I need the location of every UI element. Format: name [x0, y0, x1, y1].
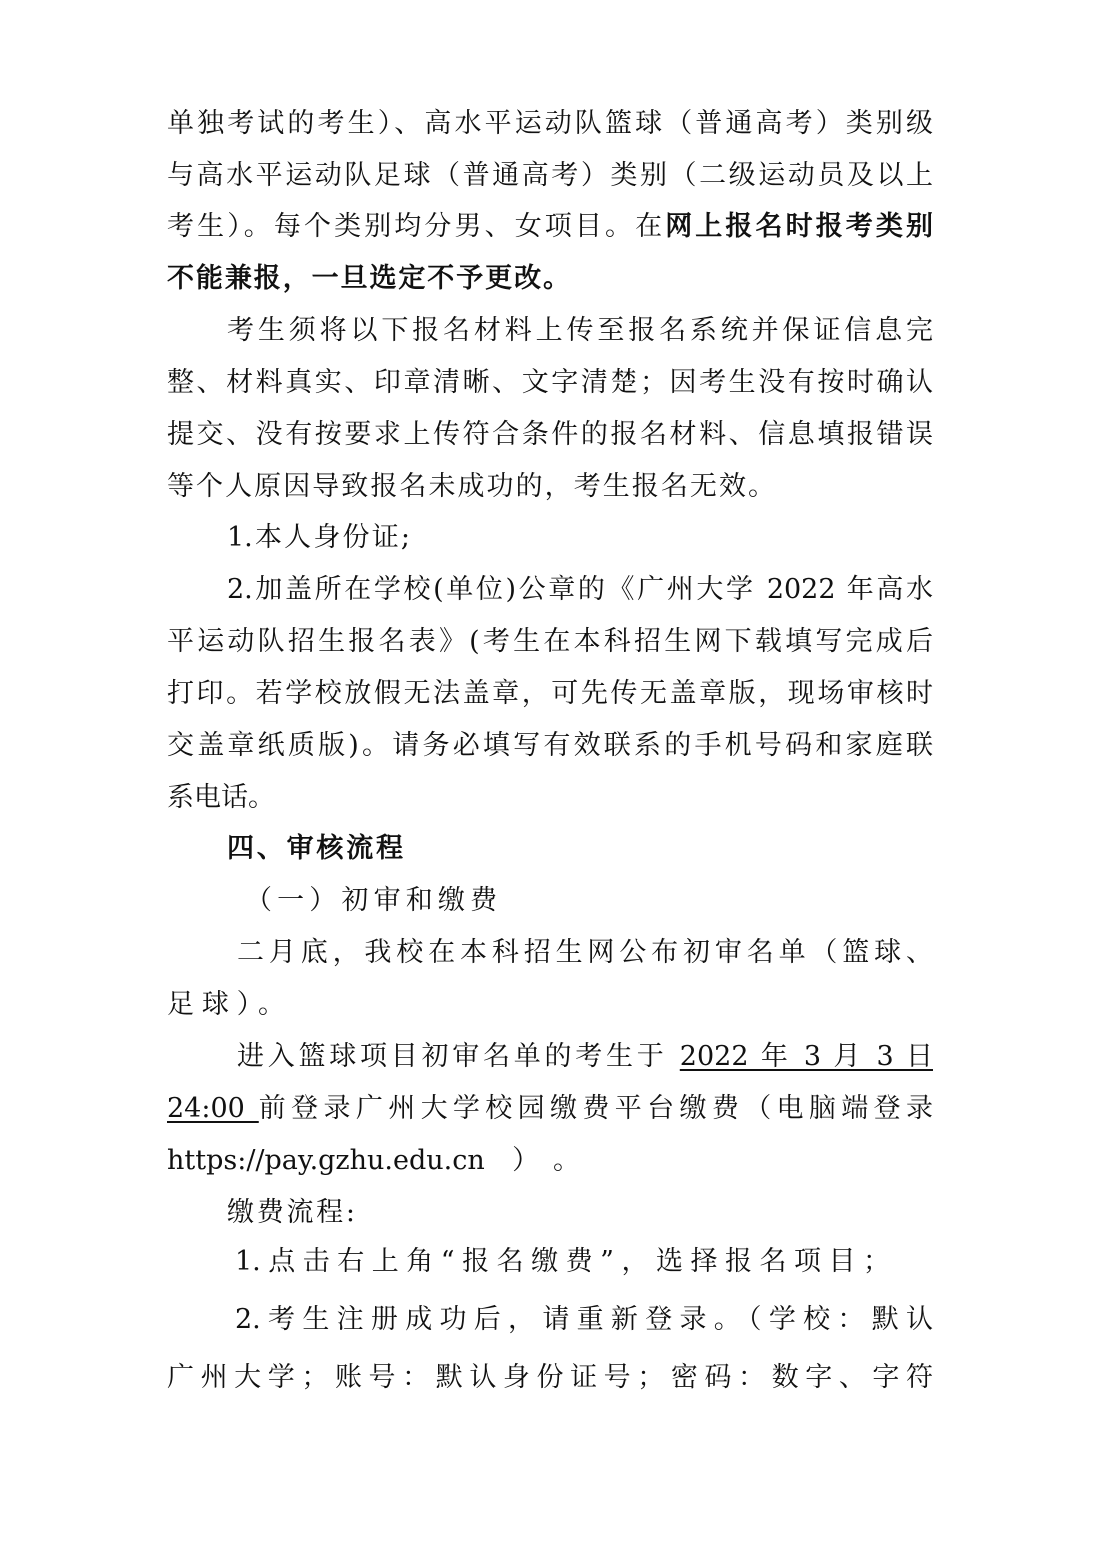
paragraph-line	[167, 1143, 580, 1179]
url-text: https://pay.gzhu.edu.cn）。	[167, 1145, 580, 1176]
paragraph-line	[167, 365, 933, 401]
heading-text: 四、审核流程	[227, 833, 403, 864]
bold-text: 网上报名时报考类别	[665, 211, 934, 242]
list-item	[227, 520, 410, 556]
paragraph-line	[237, 1039, 933, 1075]
list-item	[235, 1244, 890, 1280]
paragraph-line	[167, 1091, 933, 1127]
text: 等个人原因导致报名未成功的，考生报名无效。	[167, 471, 775, 502]
text: 交盖章纸质版)。请务必填写有效联系的手机号码和家庭联	[167, 730, 933, 761]
paragraph-line	[167, 1360, 933, 1396]
paragraph-line	[167, 987, 285, 1023]
text: 二月底，我校在本科招生网公布初审名单（篮球、	[237, 937, 933, 968]
text: 足球）。	[167, 989, 285, 1020]
text: 平运动队招生报名表》(考生在本科招生网下载填写完成后	[167, 626, 933, 657]
list-item	[227, 572, 933, 608]
paragraph-line	[167, 158, 933, 194]
underlined-time: 24:00	[167, 1093, 259, 1124]
paragraph-line	[167, 676, 933, 712]
subsection-heading	[245, 883, 497, 919]
text: 2.加盖所在学校(单位)公章的《广州大学 2022 年高水	[227, 574, 933, 605]
text: 与高水平运动队足球（普通高考）类别（二级运动员及以上	[167, 160, 933, 191]
text: 打印。若学校放假无法盖章，可先传无盖章版，现场审核时	[167, 678, 933, 709]
paragraph-line	[167, 728, 933, 764]
text: 提交、没有按要求上传符合条件的报名材料、信息填报错误	[167, 419, 933, 450]
text: 进入篮球项目初审名单的考生于	[237, 1041, 680, 1072]
text: 缴费流程:	[227, 1197, 355, 1228]
text: 1.点击右上角“报名缴费”，选择报名项目；	[235, 1246, 890, 1277]
text: 1.本人身份证;	[227, 522, 410, 553]
text: 考生须将以下报名材料上传至报名系统并保证信息完	[227, 315, 933, 346]
underlined-date: 2022 年 3 月 3 日	[679, 1041, 933, 1072]
paragraph-line	[167, 106, 933, 142]
bold-text: 不能兼报，一旦选定不予更改。	[167, 263, 570, 294]
paragraph-line	[237, 935, 933, 971]
text: 单独考试的考生）、高水平运动队篮球（普通高考）类别级	[167, 108, 933, 139]
heading-text: （一）初审和缴费	[245, 885, 497, 916]
paragraph-line	[167, 780, 275, 816]
text: 考生）。每个类别均分男、女项目。在	[167, 211, 666, 242]
paragraph-line	[167, 209, 933, 245]
paragraph-line	[227, 313, 933, 349]
paragraph-line	[167, 624, 933, 660]
text: 广州大学；账号：默认身份证号；密码：数字、字符	[167, 1362, 933, 1393]
text: 系电话。	[167, 782, 275, 813]
list-item	[235, 1302, 933, 1338]
text: 前登录广州大学校园缴费平台缴费（电脑端登录	[258, 1093, 933, 1124]
text: 整、材料真实、印章清晰、文字清楚；因考生没有按时确认	[167, 367, 933, 398]
paragraph-line	[227, 1195, 355, 1231]
section-heading	[227, 831, 403, 867]
paragraph-line	[167, 261, 570, 297]
paragraph-line	[167, 469, 775, 505]
paragraph-line	[167, 417, 933, 453]
text: 2.考生注册成功后，请重新登录。（学校：默认	[235, 1304, 933, 1335]
